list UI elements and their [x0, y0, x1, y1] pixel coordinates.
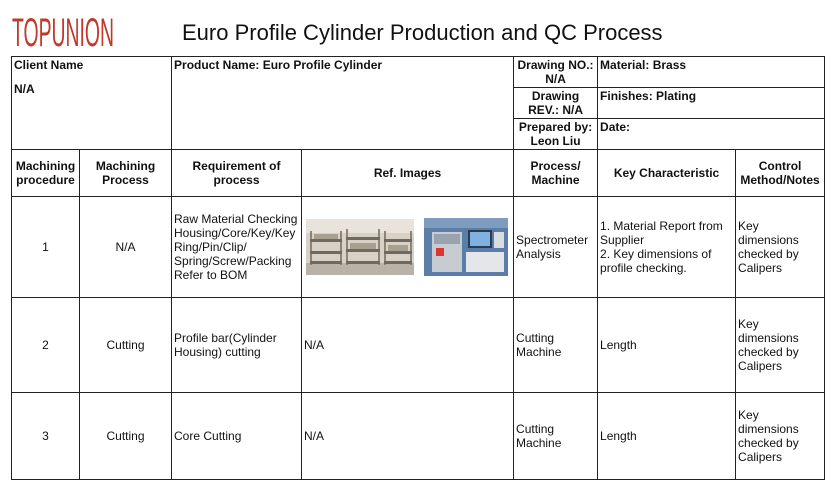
client-name-label: Client Name	[14, 58, 84, 72]
images-cell: N/A	[302, 298, 514, 393]
drawing-no: Drawing NO.: N/A	[514, 57, 598, 88]
warehouse-shelves-photo	[306, 219, 414, 275]
client-name-value: N/A	[14, 82, 35, 96]
prepared-by: Prepared by: Leon Liu	[514, 119, 598, 150]
images-cell	[302, 197, 514, 298]
key-cell: Length	[598, 393, 736, 480]
table-row	[12, 197, 825, 298]
procedure-cell: 3	[12, 393, 80, 480]
machine-cell: Cutting Machine	[514, 393, 598, 480]
col-procedure: Machining procedure	[12, 150, 80, 197]
machine-cell: Cutting Machine	[514, 298, 598, 393]
machine-cell: Spectrometer Analysis	[514, 197, 598, 298]
col-images: Ref. Images	[302, 150, 514, 197]
page-title: Euro Profile Cylinder Production and QC Process	[182, 20, 663, 45]
procedure-cell: 2	[12, 298, 80, 393]
requirement-cell: Core Cutting	[172, 393, 302, 480]
table-row	[12, 393, 825, 480]
process-cell: Cutting	[80, 393, 172, 480]
process-cell: N/A	[80, 197, 172, 298]
control-cell: Key dimensions checked by Calipers	[736, 197, 825, 298]
drawing-rev: Drawing REV.: N/A	[514, 88, 598, 119]
control-cell: Key dimensions checked by Calipers	[736, 298, 825, 393]
process-cell: Cutting	[80, 298, 172, 393]
qc-process-table	[11, 56, 825, 480]
control-cell: Key dimensions checked by Calipers	[736, 393, 825, 480]
table-row	[12, 298, 825, 393]
col-requirement: Requirement of process	[172, 150, 302, 197]
material: Material: Brass	[598, 57, 825, 88]
col-machine: Process/ Machine	[514, 150, 598, 197]
spectrometer-photo	[424, 218, 508, 276]
key-cell: 1. Material Report from Supplier 2. Key dimensions of profile checking.	[598, 197, 736, 298]
product-name: Product Name: Euro Profile Cylinder	[174, 58, 383, 72]
finishes: Finishes: Plating	[598, 88, 825, 119]
col-control: Control Method/Notes	[736, 150, 825, 197]
client-name-cell	[12, 57, 172, 150]
col-process: Machining Process	[80, 150, 172, 197]
date: Date:	[598, 119, 825, 150]
requirement-cell: Profile bar(Cylinder Housing) cutting	[172, 298, 302, 393]
product-name-cell	[172, 57, 514, 150]
procedure-cell: 1	[12, 197, 80, 298]
images-cell: N/A	[302, 393, 514, 480]
topunion-logo	[12, 8, 116, 55]
svg-text:TOPUNION: TOPUNION	[12, 11, 114, 55]
requirement-cell: Raw Material Checking Housing/Core/Key/Key Ring/Pin/Clip/ Spring/Screw/Packing Refer to BOM	[172, 197, 302, 298]
key-cell: Length	[598, 298, 736, 393]
col-key: Key Characteristic	[598, 150, 736, 197]
